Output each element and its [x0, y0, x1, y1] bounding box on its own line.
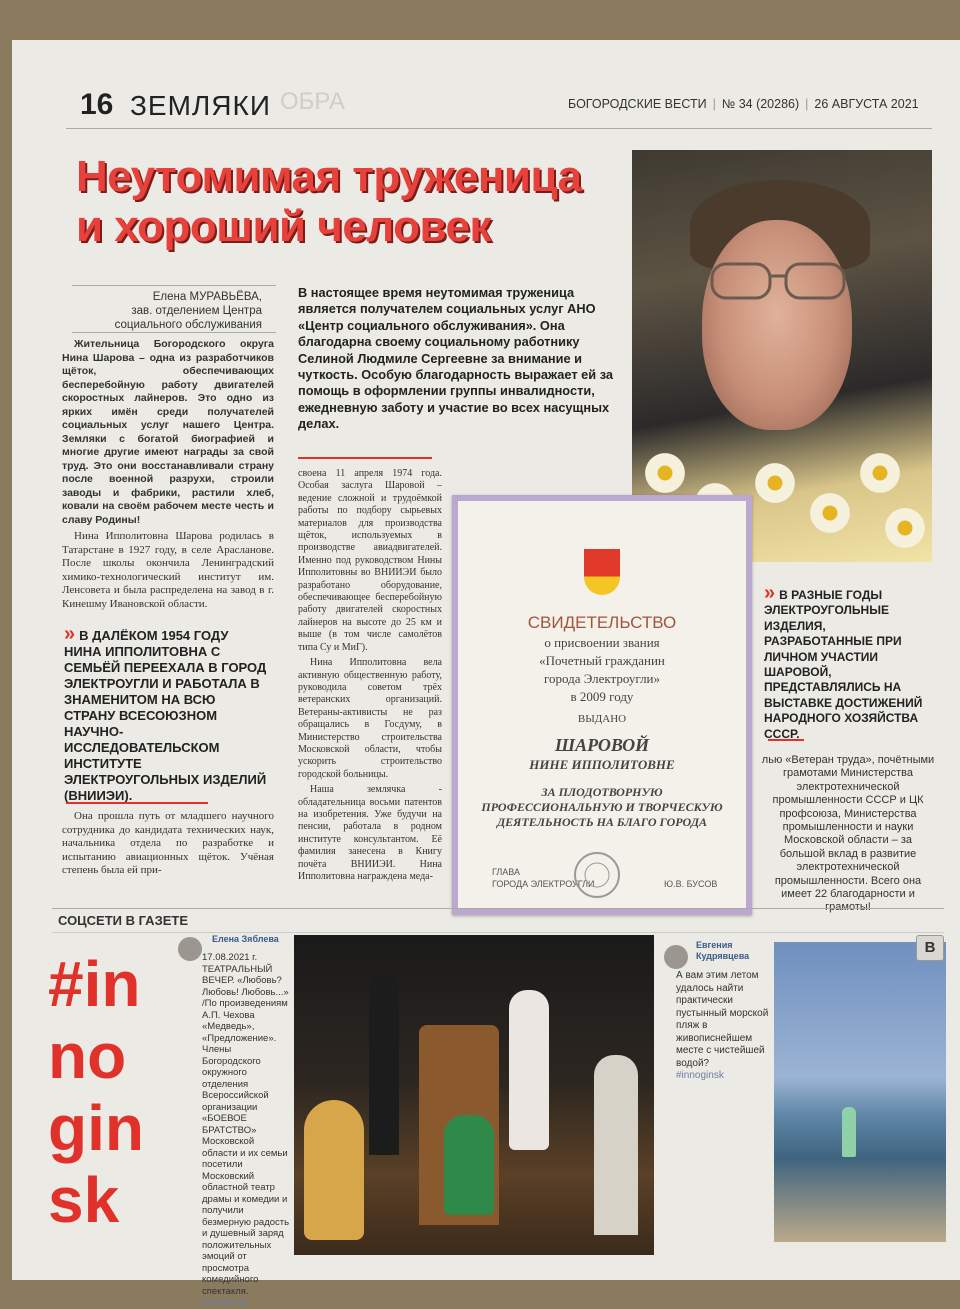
- article-paragraph: Нина Ипполитовна вела активную общественную работу, руководила советом трёх ветеранских организаций. Ветераны-активисты не раз обращались в Госдуму, в Министерство строительства Московской области, чтобы ускорить строительство городской больницы.: [298, 657, 442, 780]
- newspaper-page: [12, 40, 960, 1308]
- section-divider: [52, 932, 944, 933]
- actor-shape: [304, 1100, 364, 1240]
- daisy-flower: [882, 505, 928, 551]
- cert-sign-city: ГОРОДА ЭЛЕКТРОУГЛИ: [492, 879, 595, 889]
- title-line-2: и хороший человек: [76, 202, 491, 251]
- article-title: [76, 152, 676, 252]
- article-column-3: лью «Ветеран труда», почётными грамотами Министерства электротехнической промышленности СССР и ЦК профсоюза, Министерства промышленности и науки Московской области – за большой вклад в развитие электротехнической промышленности. Всего она имеет 22 благодарности и: [761, 754, 935, 901]
- post-text: А вам этим летом удалось найти практически пустынный морской пляж в живописнейшем месте с чистейшей водой? #innoginsk: [676, 970, 769, 1081]
- pull-quote-2: » В РАЗНЫЕ ГОДЫ ЭЛЕКТРОУГОЛЬНЫЕ ИЗДЕЛИЯ, РАЗРАБОТАННЫЕ ПРИ ЛИЧНОМ УЧАСТИИ ШАРОВОЙ, ПРЕДСТАВЛЯЛИСЬ НА ВЫСТАВКЕ ДОСТИЖЕНИЙ НАРОДНОГО ХОЗЯЙСТВА СССР.: [764, 582, 923, 741]
- actor-shape: [369, 975, 399, 1155]
- cert-sign-title: ГЛАВА: [492, 867, 520, 877]
- glasses-shape: [710, 260, 846, 302]
- certificate-image: [452, 495, 752, 915]
- quote-underline: [66, 802, 208, 804]
- article-column-1: [62, 338, 274, 615]
- daisy-flower: [857, 450, 903, 496]
- author-role: зав. отделением Центра социального обслуживания: [114, 305, 262, 331]
- quote-underline: [768, 739, 804, 741]
- title-line-1: Неутомимая труженица: [76, 152, 582, 201]
- cert-issued: ВЫДАНО: [577, 713, 627, 725]
- hashtag-block: #in no gin sk: [48, 948, 144, 1236]
- masthead-info: БОГОРОДСКИЕ ВЕСТИ | № 34 (20286) | 26 АВГУСТА 2021: [568, 97, 919, 111]
- byline: [72, 290, 262, 332]
- quote-mark-icon: »: [64, 623, 76, 645]
- article-paragraph: Наша землячка - обладательница восьми патентов на изобретения. Уже будучи на пенсии, работала в родном институте консультантом. Её фамилия занесена в Книгу почёта ВНИИЭИ. Нина Ипполитовна награждена меда-: [298, 784, 442, 882]
- cert-heading: СВИДЕТЕЛЬСТВО: [527, 613, 677, 632]
- person-shape: [842, 1107, 856, 1157]
- actor-shape: [444, 1115, 494, 1215]
- daisy-flower: [807, 490, 853, 536]
- quote-mark-icon: »: [764, 582, 776, 604]
- article-paragraph: Нина Ипполитовна Шарова родилась в Татарстане в 1927 году, в селе Арасланове. После школы окончила Ленинградский химико-технологический институт им. Ленсовета и была распределена на завод в г. Кинешму Ивановской области.: [62, 530, 274, 610]
- cert-sign-name: Ю.В. БУСОВ: [664, 879, 718, 889]
- daisy-flower: [752, 460, 798, 506]
- cert-line: о присвоении звания: [544, 635, 660, 650]
- post-text: 17.08.2021 г. ТЕАТРАЛЬНЫЙ ВЕЧЕР. «Любовь? Любовь! Любовь...» /По произведениям А.П. Чехова «Медведь», «Предложение». Члены Богородского окружного отделения Всероссийской организации «БОЕВОЕ БРАТСТВО» Московской области и их семьи посетили Московский областной театр драмы и комедии и получили безмерную радость и душевный заряд положительных эмоций от просмотра комедийного спектакля. #innoginsk: [202, 952, 290, 1308]
- pull-quote-1: » В ДАЛЁКОМ 1954 ГОДУ НИНА ИППОЛИТОВНА С СЕМЬЁЙ ПЕРЕЕХАЛА В ГОРОД ЭЛЕКТРОУГЛИ И РАБОТАЛА В ЗНАМЕНИТОМ НА ВСЮ СТРАНУ ВСЕСОЮЗНОМ НАУЧНО-ИССЛЕДОВАТЕЛЬСКОМ ИНСТИТУТЕ ЭЛЕКТРОУГОЛЬНЫХ ИЗДЕЛИЙ (ВНИИЭИ).: [64, 623, 267, 803]
- cert-line: города Электроугли»: [543, 671, 661, 686]
- article-column-1-end: [62, 810, 274, 881]
- callout-box: В настоящее время неутомимая труженица является получателем социальных услуг АНО «Центр социального обслуживания». Она благодарна своему социальному работнику Селиной Людмиле Сергеевне за внимание и чуткость. Особую благодарность выражает ей за помощь в оформлении группы инвалидности, ежедневную заботу и участие во всех насущных делах.: [298, 285, 614, 432]
- coat-of-arms-icon: [584, 549, 620, 595]
- avatar: [664, 945, 688, 969]
- author-rule-bottom: [72, 332, 276, 333]
- actor-shape: [509, 990, 549, 1150]
- actor-shape: [594, 1055, 638, 1235]
- article-lead: Жительница Богородского округа Нина Шарова – одна из разработчиков щёток, обеспечивающих бесперебойную работу двигателей скоростных лайнеров. Это одно из ярких имён среди получателей социальных услуг нашего Центра. Земляки с богатой биографией и многие другие имеют награды за свой труд. Это они восстанавливали страну после военной разрухи, строили заводы и фабрики, растили хлеб, ковали на своём рабочем месте честь и славу Родины!: [62, 338, 274, 526]
- section-divider: [52, 908, 944, 909]
- seal-icon: [572, 850, 622, 900]
- issue-number: № 34 (20286): [721, 97, 800, 111]
- daisy-flower: [642, 450, 688, 496]
- cert-name: НИНЕ ИППОЛИТОВНЕ: [529, 757, 675, 772]
- page-number: 16: [80, 88, 114, 121]
- article-column-2: [298, 468, 442, 886]
- vk-icon: В: [916, 935, 944, 961]
- post-hashtag: #innoginsk: [202, 1297, 248, 1308]
- cert-line: «Почетный гражданин: [539, 653, 665, 668]
- article-paragraph: своена 11 апреля 1974 года. Особая заслуга Шаровой – ведение сложной и трудоёмкой работы по подбору сырьевых материалов для производства щёток, используемых в производстве авиадвигателей. Именно под руководством Нины Ипполитовны во ВНИИЭИ было разработано оборудование, обеспечивающее бесперебойную работу двигателей скоростных лайнеров на высоте до 25 км и выше (в том числе самолётов типа Су и МиГ).: [298, 468, 442, 653]
- article-paragraph: Она прошла путь от младшего научного сотрудника до кандидата технических наук, начальника отдела по разработке и испытанию авиационных щёток. Учёная степень была ей при-: [62, 810, 274, 877]
- post-author: Евгения Кудрявцева: [696, 940, 750, 961]
- header-rule: [66, 128, 932, 129]
- theatre-photo: [294, 935, 654, 1255]
- section-title: ЗЕМЛЯКИ: [130, 90, 271, 121]
- issue-date: 26 АВГУСТА 2021: [814, 97, 919, 111]
- post-author: Елена Зяблева: [212, 934, 279, 944]
- author-rule: [72, 285, 276, 286]
- author-name: Елена МУРАВЬЁВА,: [152, 291, 262, 303]
- cert-reason: ЗА ПЛОДОТВОРНУЮ ПРОФЕССИОНАЛЬНУЮ И ТВОРЧЕСКУЮ ДЕЯТЕЛЬНОСТЬ НА БЛАГО ГОРОДА: [481, 785, 723, 829]
- photo-face: [702, 220, 852, 430]
- avatar: [178, 937, 202, 961]
- cert-surname: ШАРОВОЙ: [554, 735, 650, 755]
- bleed-through-text: ОБРА: [280, 88, 345, 115]
- cert-line: в 2009 году: [570, 689, 634, 704]
- social-heading: СОЦСЕТИ В ГАЗЕТЕ: [58, 913, 188, 928]
- newspaper-name: БОГОРОДСКИЕ ВЕСТИ: [568, 97, 707, 111]
- callout-underline: [298, 457, 432, 459]
- post-hashtag: #innoginsk: [676, 1070, 724, 1081]
- beach-photo: [774, 942, 946, 1242]
